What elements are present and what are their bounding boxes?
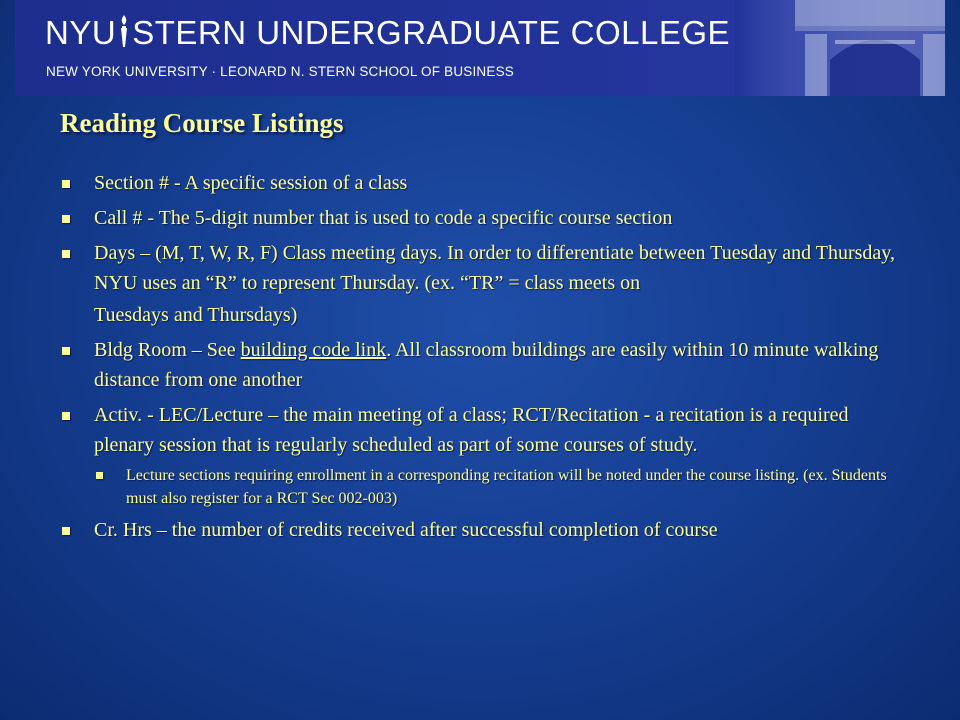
list-item-bldg-room <box>60 335 910 395</box>
banner-title <box>45 14 730 52</box>
bullet-icon <box>62 527 70 535</box>
list-item-section <box>60 168 910 198</box>
sub-list-item-text: Lecture sections requiring enrollment in a corresponding recitation will be noted under the course listing. (ex. Students must also register for a RCT Sec 002-003) <box>126 467 887 507</box>
slide-title: Reading Course Listings <box>60 108 344 138</box>
bullet-icon <box>62 215 70 223</box>
list-item-text-continued: Tuesdays and Thursdays) <box>94 304 298 326</box>
banner-title-nyu: NYU <box>45 14 117 51</box>
header-banner <box>15 0 945 96</box>
list-item-text-pre: Bldg Room – See <box>94 339 241 361</box>
list-item-text: Days – (M, T, W, R, F) Class meeting days. In order to differentiate between Tuesday and Thursday, NYU uses an “R” to represent Thursday. (ex. “TR” = class meets on <box>94 242 895 294</box>
washington-arch-image <box>735 0 945 96</box>
bullet-list <box>60 168 910 550</box>
building-code-link[interactable]: building code link <box>240 339 387 361</box>
banner-subtitle: NEW YORK UNIVERSITY · LEONARD N. STERN SCHOOL OF BUSINESS <box>46 64 514 79</box>
bullet-icon <box>62 412 70 420</box>
list-item-days <box>60 238 910 330</box>
sub-list-item <box>94 464 910 510</box>
bullet-icon <box>62 250 70 258</box>
list-item-call <box>60 203 910 233</box>
list-item-text: Activ. - LEC/Lecture – the main meeting of a class; RCT/Recitation - a recitation is a required plenary session that is regularly scheduled as part of some courses of study. <box>94 404 849 456</box>
torch-icon <box>117 14 131 48</box>
sub-bullet-icon <box>96 472 103 479</box>
list-item-text: Section # - A specific session of a class <box>94 172 408 194</box>
banner-title-stern: STERN UNDERGRADUATE COLLEGE <box>132 14 731 51</box>
list-item-cr-hrs <box>60 515 910 545</box>
list-item-text-post: . All classroom buildings are easily within 10 minute walking distance from one another <box>94 339 879 391</box>
bullet-icon <box>62 180 70 188</box>
list-item-text: Call # - The 5-digit number that is used to code a specific course section <box>94 207 673 229</box>
bullet-icon <box>62 347 70 355</box>
list-item-activ <box>60 400 910 510</box>
list-item-text: Cr. Hrs – the number of credits received after successful completion of course <box>94 519 718 541</box>
sub-bullet-list <box>94 464 910 510</box>
